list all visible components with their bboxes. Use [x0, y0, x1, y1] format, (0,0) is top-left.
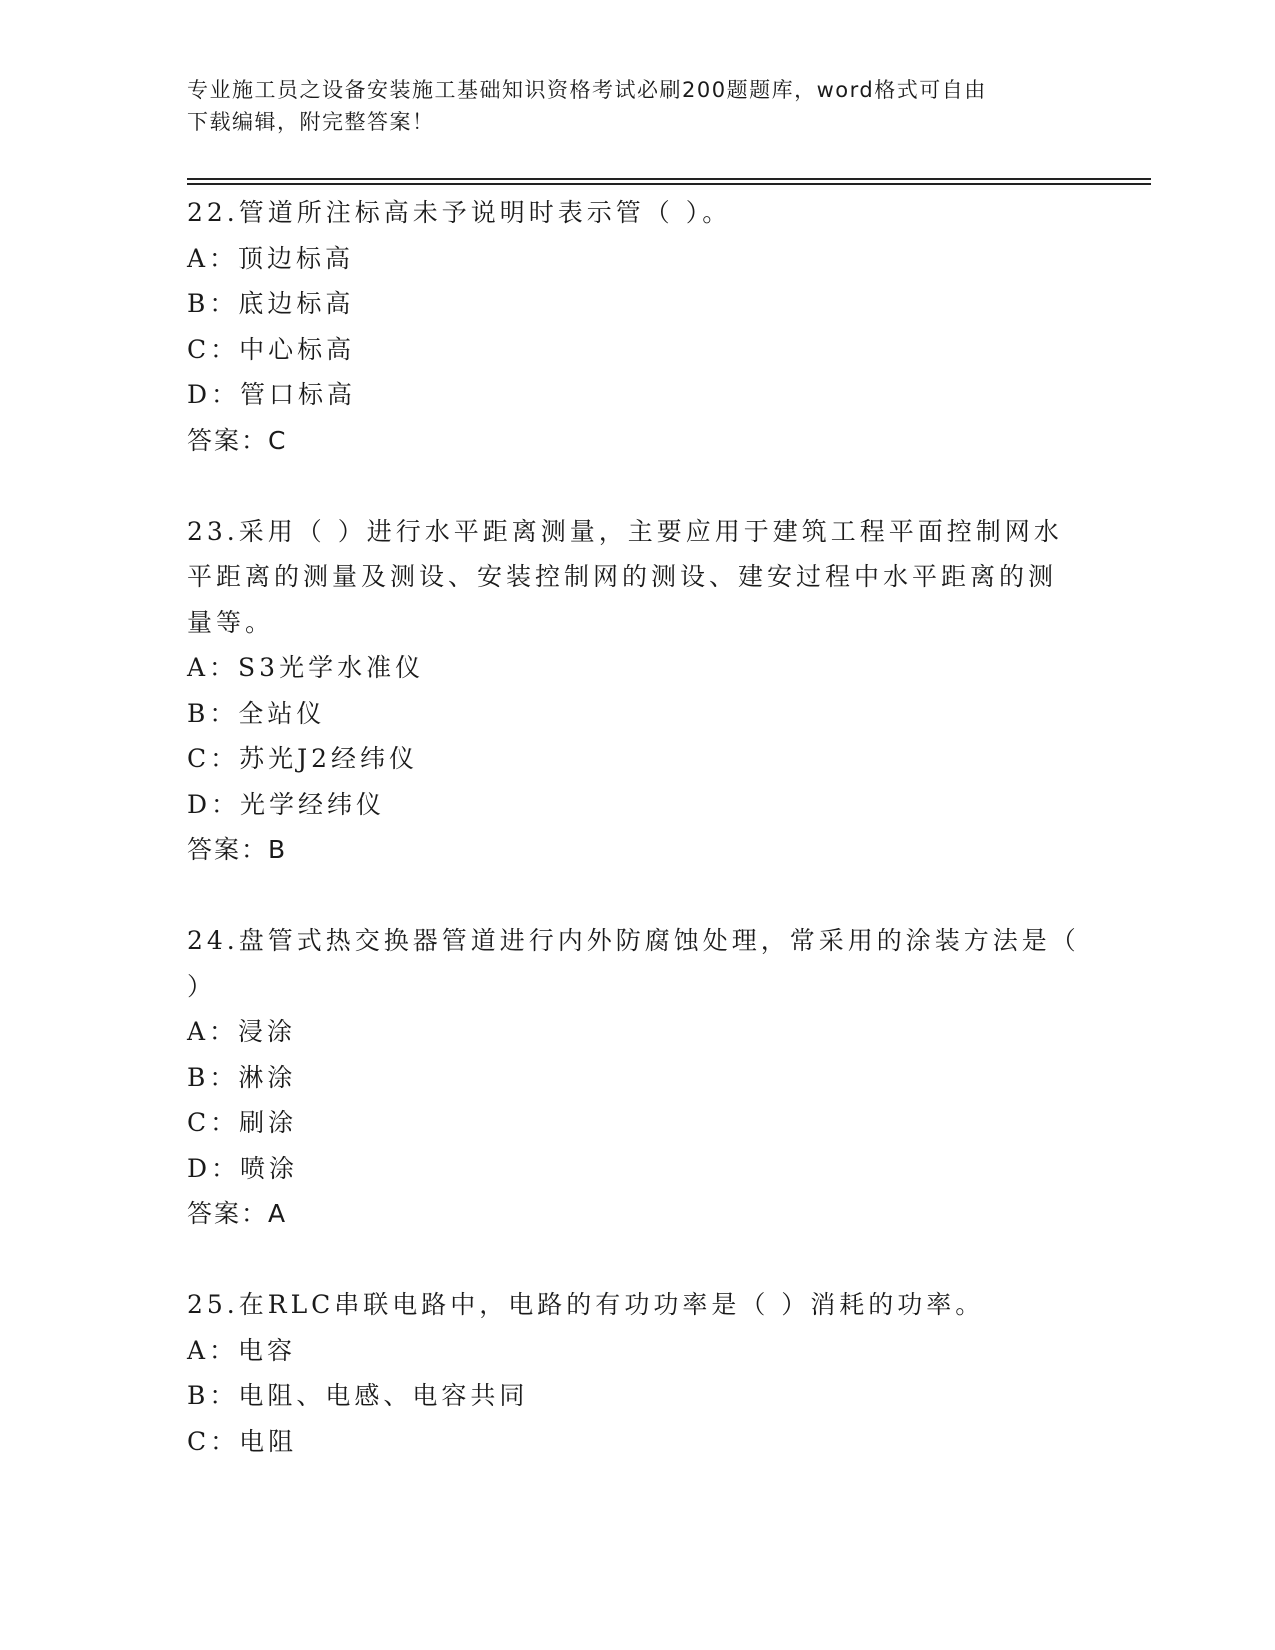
option-d: D：喷涂	[187, 1153, 299, 1183]
option-c: C：刷涂	[187, 1108, 298, 1137]
option-c: C：电阻	[187, 1426, 298, 1456]
option-b: B：底边标高	[187, 289, 355, 318]
question-spacer	[187, 873, 1067, 919]
option-d: D：管口标高	[187, 380, 357, 409]
answer-line: 答案：C	[187, 425, 288, 455]
question-stem: 22.管道所注标高未予说明时表示管（ ）。	[187, 198, 732, 227]
option-a: A：S3光学水准仪	[187, 653, 425, 682]
question-22	[187, 190, 1067, 463]
question-stem-line-2: 平距离的测量及测设、安装控制网的测设、建安过程中水平距离的测	[187, 562, 1058, 591]
question-stem-line-3: 量等。	[187, 607, 275, 637]
question-stem-line-2: ）	[187, 971, 217, 1001]
question-spacer	[187, 1237, 1067, 1283]
question-24	[187, 918, 1080, 1237]
question-23	[187, 509, 1067, 873]
option-c: C：苏光J2经纬仪	[187, 744, 419, 773]
option-a: A：顶边标高	[187, 243, 355, 273]
header-rule-bottom	[187, 183, 1151, 185]
option-b: B：电阻、电感、电容共同	[187, 1381, 529, 1410]
header-line-2: 下载编辑，附完整答案！	[187, 110, 435, 134]
option-a: A：浸涂	[187, 1017, 297, 1046]
option-b: B：淋涂	[187, 1062, 297, 1092]
question-list	[187, 190, 1080, 1464]
question-25	[187, 1282, 1067, 1464]
header-rule-top	[187, 178, 1151, 180]
question-spacer	[187, 463, 1067, 509]
option-b: B：全站仪	[187, 698, 326, 728]
option-d: D：光学经纬仪	[187, 789, 386, 819]
answer-line: 答案：A	[187, 1199, 288, 1228]
option-a: A：电容	[187, 1335, 297, 1365]
question-stem-line-1: 23.采用（ ）进行水平距离测量，主要应用于建筑工程平面控制网水	[187, 516, 1063, 546]
question-stem: 25.在RLC串联电路中，电路的有功功率是（ ）消耗的功率。	[187, 1290, 985, 1319]
option-c: C：中心标高	[187, 334, 356, 364]
header-line-1: 专业施工员之设备安装施工基础知识资格考试必刷200题题库，word格式可自由	[187, 78, 987, 102]
document-header	[187, 74, 1067, 138]
answer-line: 答案：B	[187, 835, 288, 864]
question-stem-line-1: 24.盘管式热交换器管道进行内外防腐蚀处理，常采用的涂装方法是（	[187, 926, 1080, 955]
